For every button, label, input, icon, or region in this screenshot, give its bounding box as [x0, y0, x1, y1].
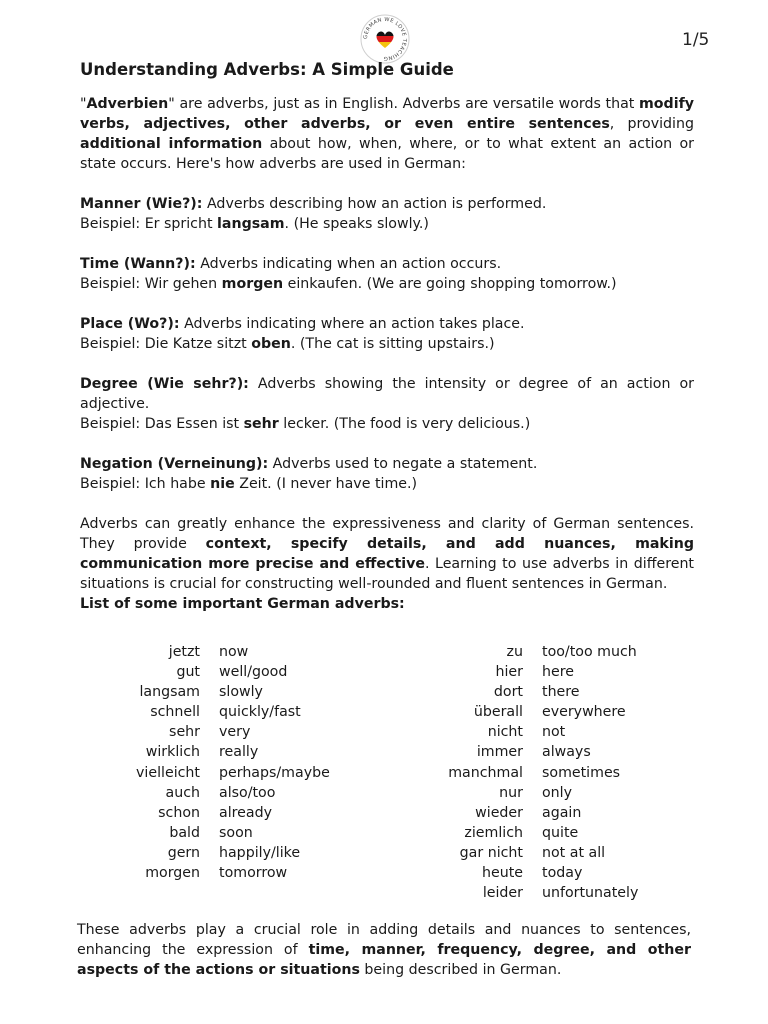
adverb-german: heute	[481, 865, 523, 882]
adverb-german: vielleicht	[136, 764, 200, 781]
section-negation: Negation (Verneinung): Adverbs used to negate a statement. Beispiel: Ich habe nie Zeit. (I never have time.)	[80, 456, 538, 492]
adverb-german: manchmal	[448, 764, 523, 781]
list-heading: List of some important German adverbs:	[80, 596, 405, 612]
adverb-english: quite	[542, 824, 579, 841]
adverb-german: gern	[167, 844, 200, 861]
adverbs-right-english	[542, 642, 638, 903]
adverb-english: everywhere	[542, 704, 626, 721]
closing-paragraph: These adverbs play a crucial role in adding details and nuances to sentences, enhancing the expression of time, manner, frequency, degree, and other aspects of the actions or situations being described in German.	[77, 922, 691, 978]
adverb-german: sehr	[169, 724, 200, 741]
adverb-german: hier	[495, 664, 523, 681]
adverb-german: morgen	[145, 865, 200, 882]
adverb-english: sometimes	[542, 764, 621, 781]
adverb-german: überall	[473, 704, 523, 721]
page-number: 1/5	[682, 30, 710, 50]
adverb-english: there	[542, 684, 580, 701]
adverb-german: nur	[499, 784, 523, 801]
adverb-english: not at all	[542, 844, 606, 861]
adverb-german: immer	[476, 744, 523, 761]
adverb-english: slowly	[219, 684, 263, 701]
adverb-german: leider	[482, 885, 523, 902]
adverb-english: perhaps/maybe	[219, 764, 330, 781]
adverb-german: bald	[169, 824, 200, 841]
adverb-german: dort	[493, 684, 523, 701]
adverb-english: too/too much	[542, 644, 637, 660]
adverb-english: very	[219, 724, 251, 741]
adverb-german: nicht	[487, 724, 523, 741]
adverb-english: happily/like	[219, 844, 301, 861]
adverb-english: not	[542, 724, 566, 741]
adverb-german: jetzt	[168, 644, 200, 660]
page-title: Understanding Adverbs: A Simple Guide	[80, 60, 454, 79]
adverb-german: zu	[506, 644, 523, 660]
adverb-english: here	[542, 664, 574, 681]
section-place: Place (Wo?): Adverbs indicating where an action takes place. Beispiel: Die Katze sitzt oben. (The cat is sitting upstairs.)	[80, 316, 525, 352]
adverb-english: also/too	[219, 784, 276, 801]
adverb-german: ziemlich	[464, 824, 523, 841]
german-we-love-teaching-logo	[360, 14, 410, 64]
adverb-english: quickly/fast	[219, 704, 301, 721]
adverb-english: again	[542, 804, 582, 821]
adverb-english: now	[219, 644, 249, 660]
adverbs-right-german	[0, 642, 523, 903]
adverb-german: wirklich	[145, 744, 200, 761]
section-degree: Degree (Wie sehr?): Adverbs showing the intensity or degree of an action or adjective. Beispiel: Das Essen ist sehr lecker. (The food is very delicious.)	[80, 376, 694, 432]
document-body	[80, 94, 694, 614]
adverb-english: really	[219, 744, 259, 761]
adverb-german: wieder	[475, 804, 523, 821]
adverb-english: only	[542, 784, 573, 801]
adverb-english: soon	[219, 824, 253, 841]
adverb-english: always	[542, 744, 591, 761]
adverb-german: schon	[158, 804, 200, 821]
adverb-english: tomorrow	[219, 865, 288, 882]
section-manner: Manner (Wie?): Adverbs describing how an action is performed. Beispiel: Er spricht langsam. (He speaks slowly.)	[80, 196, 547, 232]
adverb-german: schnell	[150, 704, 200, 721]
adverb-english: unfortunately	[542, 885, 639, 902]
adverb-german: gut	[176, 664, 200, 681]
summary-paragraph: Adverbs can greatly enhance the expressiveness and clarity of German sentences. They provide context, specify details, and add nuances, making communication more precise and effective. Learning to use adverbs in different situations is crucial for constructing well-rounded and fluent sentences in German.	[80, 516, 694, 592]
intro-paragraph: "Adverbien" are adverbs, just as in English. Adverbs are versatile words that modify verbs, adjectives, other adverbs, or even entire sentences, providing additional information about how, when, where, or to what extent an action or state occurs. Here's how adverbs are used in German:	[80, 96, 694, 172]
adverb-german: langsam	[139, 684, 200, 701]
section-time: Time (Wann?): Adverbs indicating when an action occurs. Beispiel: Wir gehen morgen einkaufen. (We are going shopping tomorrow.)	[80, 256, 617, 292]
adverb-german: gar nicht	[459, 844, 523, 861]
adverb-german: auch	[165, 784, 200, 801]
adverb-english: already	[219, 804, 272, 821]
adverb-english: well/good	[219, 664, 288, 681]
adverb-english: today	[542, 865, 583, 882]
svg-text:GERMAN WE LOVE TEACHING: GERMAN WE LOVE TEACHING	[362, 16, 408, 62]
